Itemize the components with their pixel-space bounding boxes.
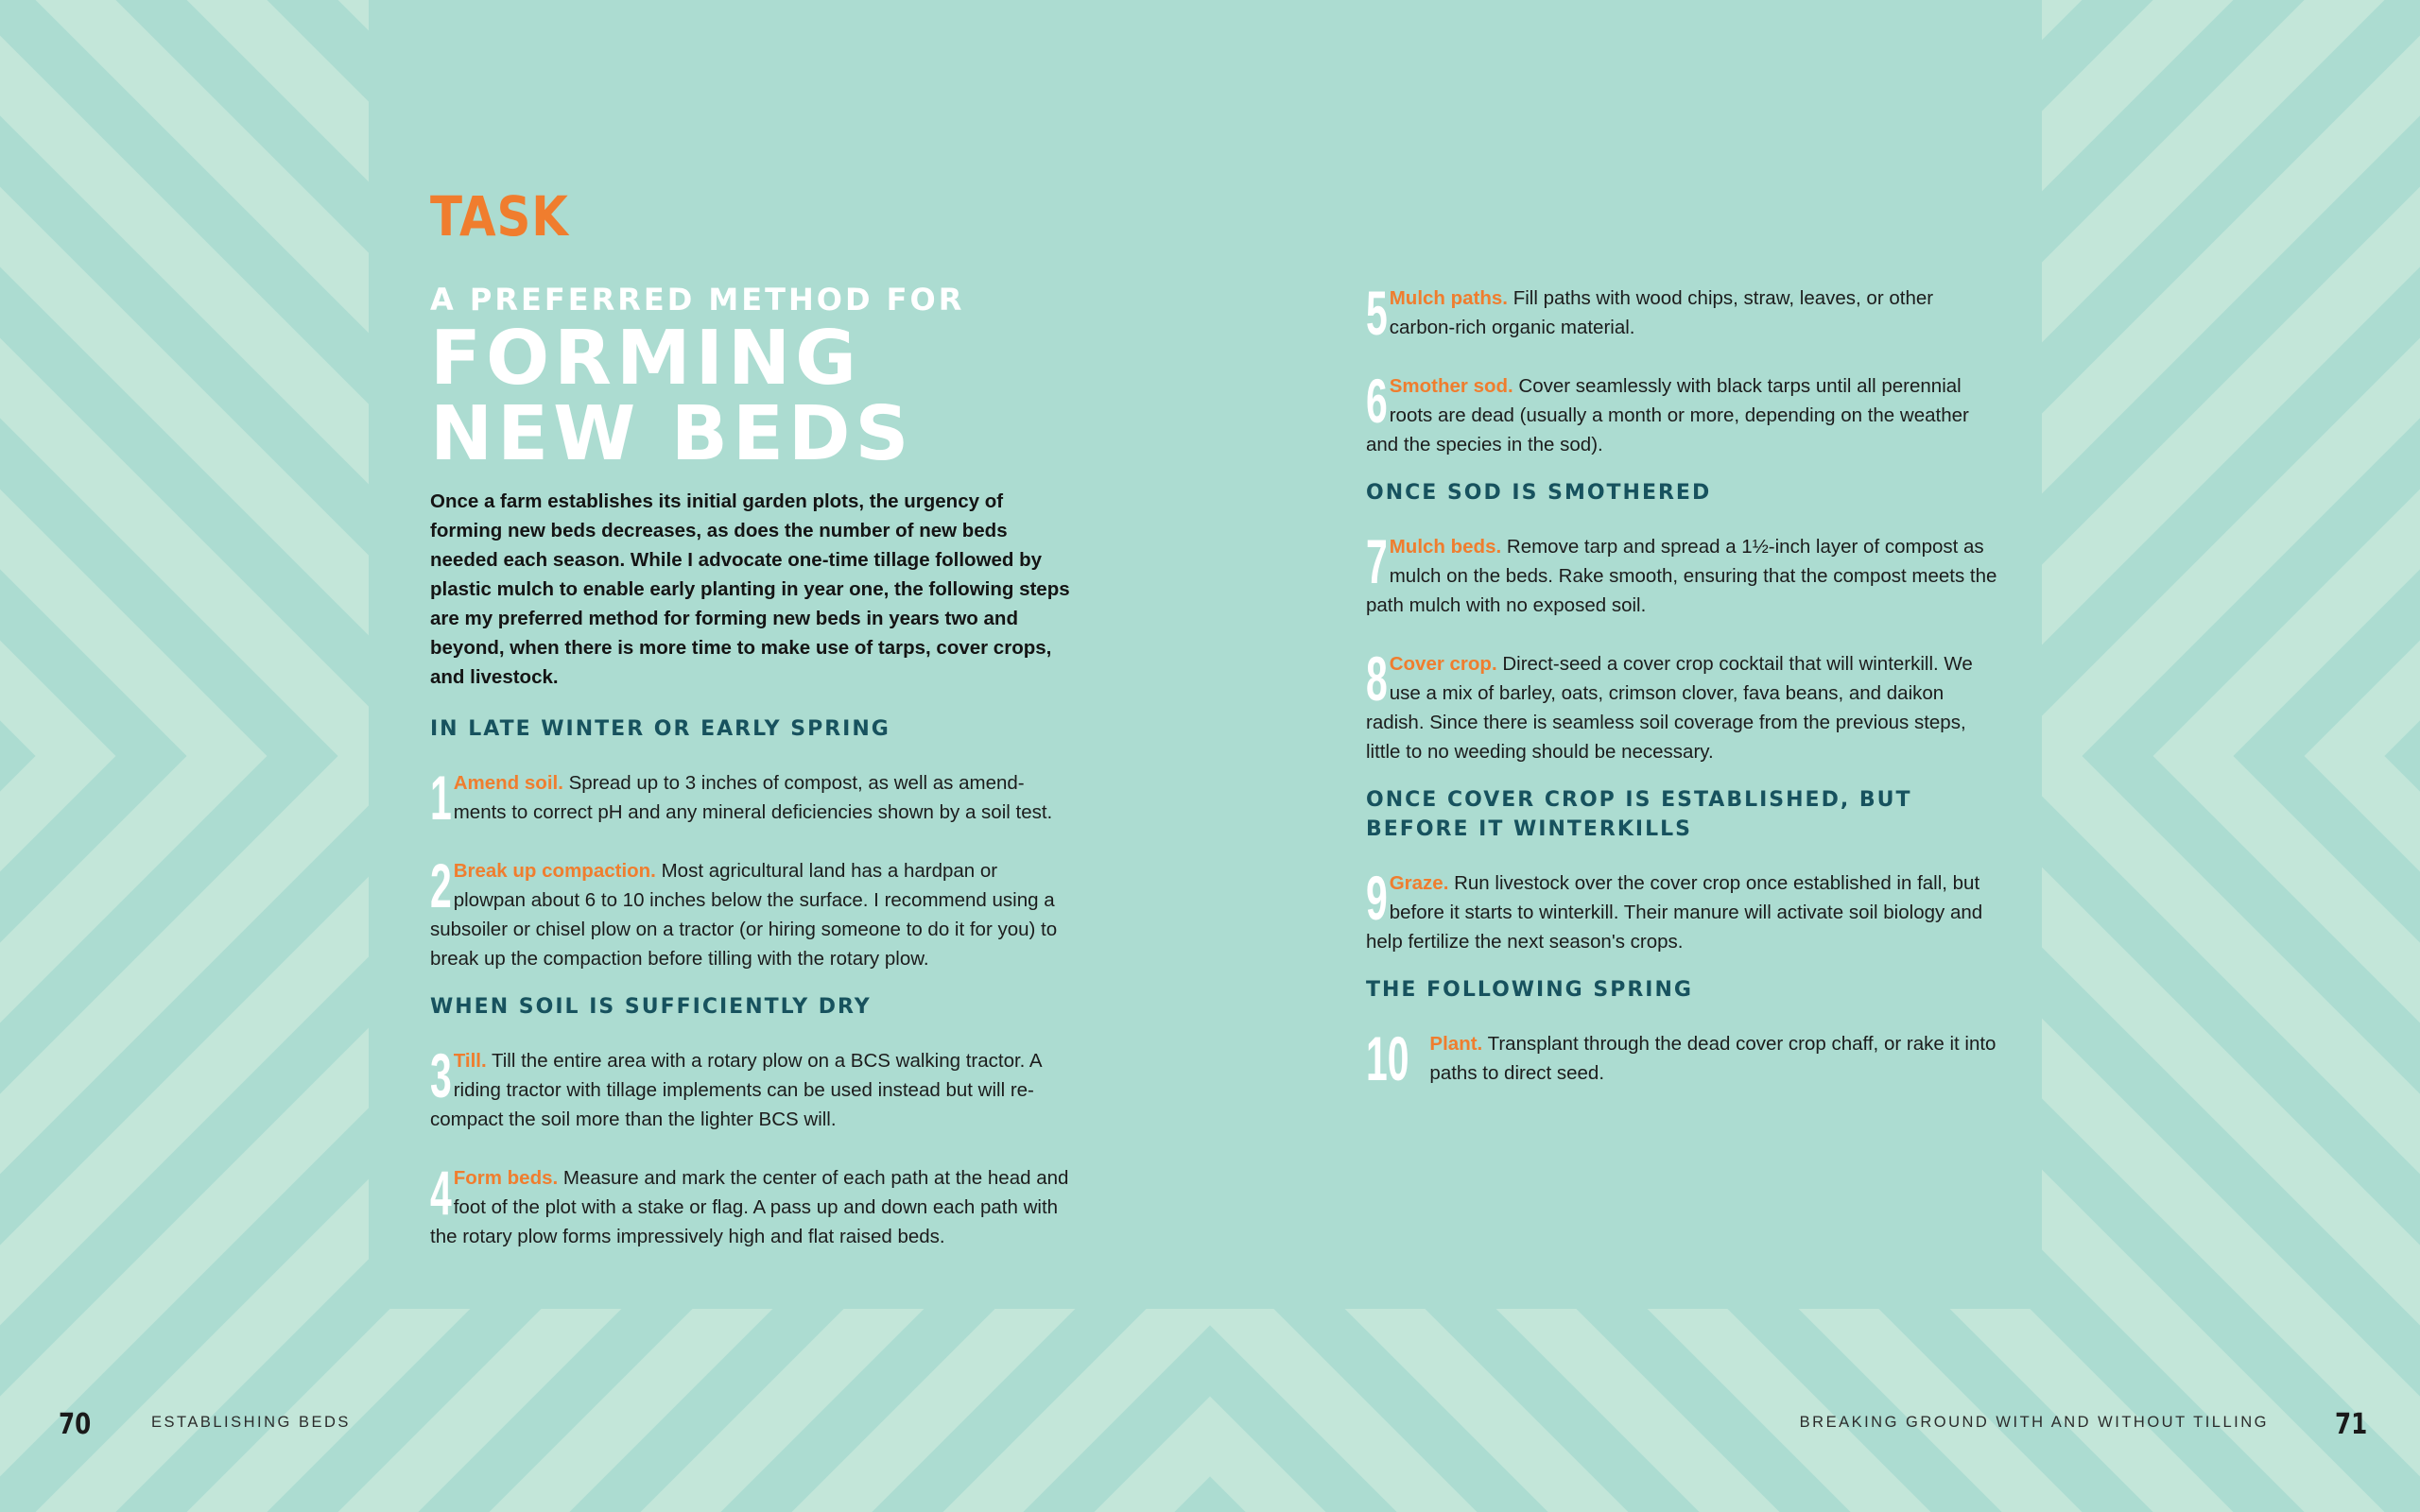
step-number: 2 [430,850,452,920]
step-number: 6 [1366,366,1388,436]
step-number: 3 [430,1040,452,1110]
step-text: Remove tarp and spread a 1½-inch layer of compost as mulch on the beds. Rake smooth, ensuring that the compost meets the path mulch with no exposed soil. [1366,536,1997,616]
step-lead: Break up compaction. [453,860,656,882]
section-heading-soil-dry: WHEN SOIL IS SUFFICIENTLY DRY [430,995,872,1019]
title-kicker: A PREFERRED METHOD FOR [430,282,965,318]
step-lead: Cover crop. [1389,653,1497,675]
step-number: 5 [1366,278,1388,348]
running-head-left: ESTABLISHING BEDS [151,1414,351,1431]
step-9 [1366,863,1999,956]
step-number: 9 [1366,863,1388,933]
right-column [1366,278,1999,1093]
step-lead: Mulch paths. [1389,287,1509,309]
step-lead: Mulch beds. [1389,536,1502,558]
step-lead: Smother sod. [1389,375,1513,397]
step-number: 4 [430,1158,452,1228]
step-lead: Form beds. [453,1167,559,1189]
section-heading-cover-crop-established: ONCE COVER CROP IS ESTABLISHED, BUT BEFORE IT WINTERKILLS [1366,788,1912,841]
step-number: 10 [1366,1023,1409,1093]
step-text: Measure and mark the center of each path at the head and foot of the plot with a stake or flag. A pass up and down each path with the rotary plow forms impressively high and flat raised beds. [430,1167,1069,1247]
step-text: Till the entire area with a rotary plow on a BCS walking tractor. A riding tractor with tillage implements can be used instead but will re-compact the soil more than the lighter BCS will. [430,1050,1042,1130]
step-number: 7 [1366,526,1388,596]
step-2 [430,850,1073,973]
step-8 [1366,644,1999,766]
step-6 [1366,366,1999,459]
title-line-2: NEW BEDS [430,390,914,477]
section-heading-sod-smothered: ONCE SOD IS SMOTHERED [1366,481,1712,505]
section-heading-following-spring: THE FOLLOWING SPRING [1366,978,1693,1002]
step-3 [430,1040,1073,1134]
step-10 [1366,1023,1999,1093]
section-heading-late-winter: IN LATE WINTER OR EARLY SPRING [430,717,890,741]
step-number: 1 [430,763,452,833]
step-text: Spread up to 3 inches of compost, as well as amend-ments to correct pH and any mineral deficiencies shown by a soil test. [453,772,1053,823]
step-5 [1366,278,1999,348]
step-lead: Graze. [1389,872,1449,894]
left-column [430,184,1073,1251]
step-text: Run livestock over the cover crop once established in fall, but before it starts to winterkill. Their manure will activate soil biology and help fertilize the next season's crops. [1366,872,1983,953]
page-title [430,315,1073,477]
page-number-right: 71 [2335,1408,2368,1441]
task-label: TASK [430,184,569,249]
step-lead: Till. [453,1050,487,1072]
step-text: Fill paths with wood chips, straw, leaves, or other carbon-rich organic material. [1389,287,1934,338]
step-text: Transplant through the dead cover crop chaff, or rake it into paths to direct seed. [1429,1033,1996,1084]
page-number-left: 70 [59,1408,92,1441]
step-7 [1366,526,1999,620]
step-text: Most agricultural land has a hardpan or plowpan about 6 to 10 inches below the surface. I recommend using a subsoiler or chisel plow on a tractor (or hiring someone to do it for you) to break up the compaction before tilling with the rotary plow. [430,860,1058,970]
intro-paragraph: Once a farm establishes its initial garden plots, the urgency of forming new beds decreases, as does the number of new beds needed each season. While I advocate one-time tillage followed by plastic mulch to enable early planting in year one, the following steps are my preferred method for forming new beds in years two and beyond, when there is more time to make use of tarps, cover crops, and livestock. [430,490,1070,688]
step-lead: Plant. [1429,1033,1483,1055]
title-line-1: FORMING [430,315,861,402]
step-text: Cover seamlessly with black tarps until all perennial roots are dead (usually a month or more, depending on the weather and the species in the sod). [1366,375,1969,455]
running-head-right: BREAKING GROUND WITH AND WITHOUT TILLING [1799,1414,2269,1431]
step-number: 8 [1366,644,1388,713]
step-1 [430,763,1073,833]
step-text: Direct-seed a cover crop cocktail that will winterkill. We use a mix of barley, oats, crimson clover, fava beans, and daikon radish. Since there is seamless soil coverage from the previous steps, little to no weeding should be necessary. [1366,653,1973,763]
step-4 [430,1158,1073,1251]
step-lead: Amend soil. [453,772,563,794]
